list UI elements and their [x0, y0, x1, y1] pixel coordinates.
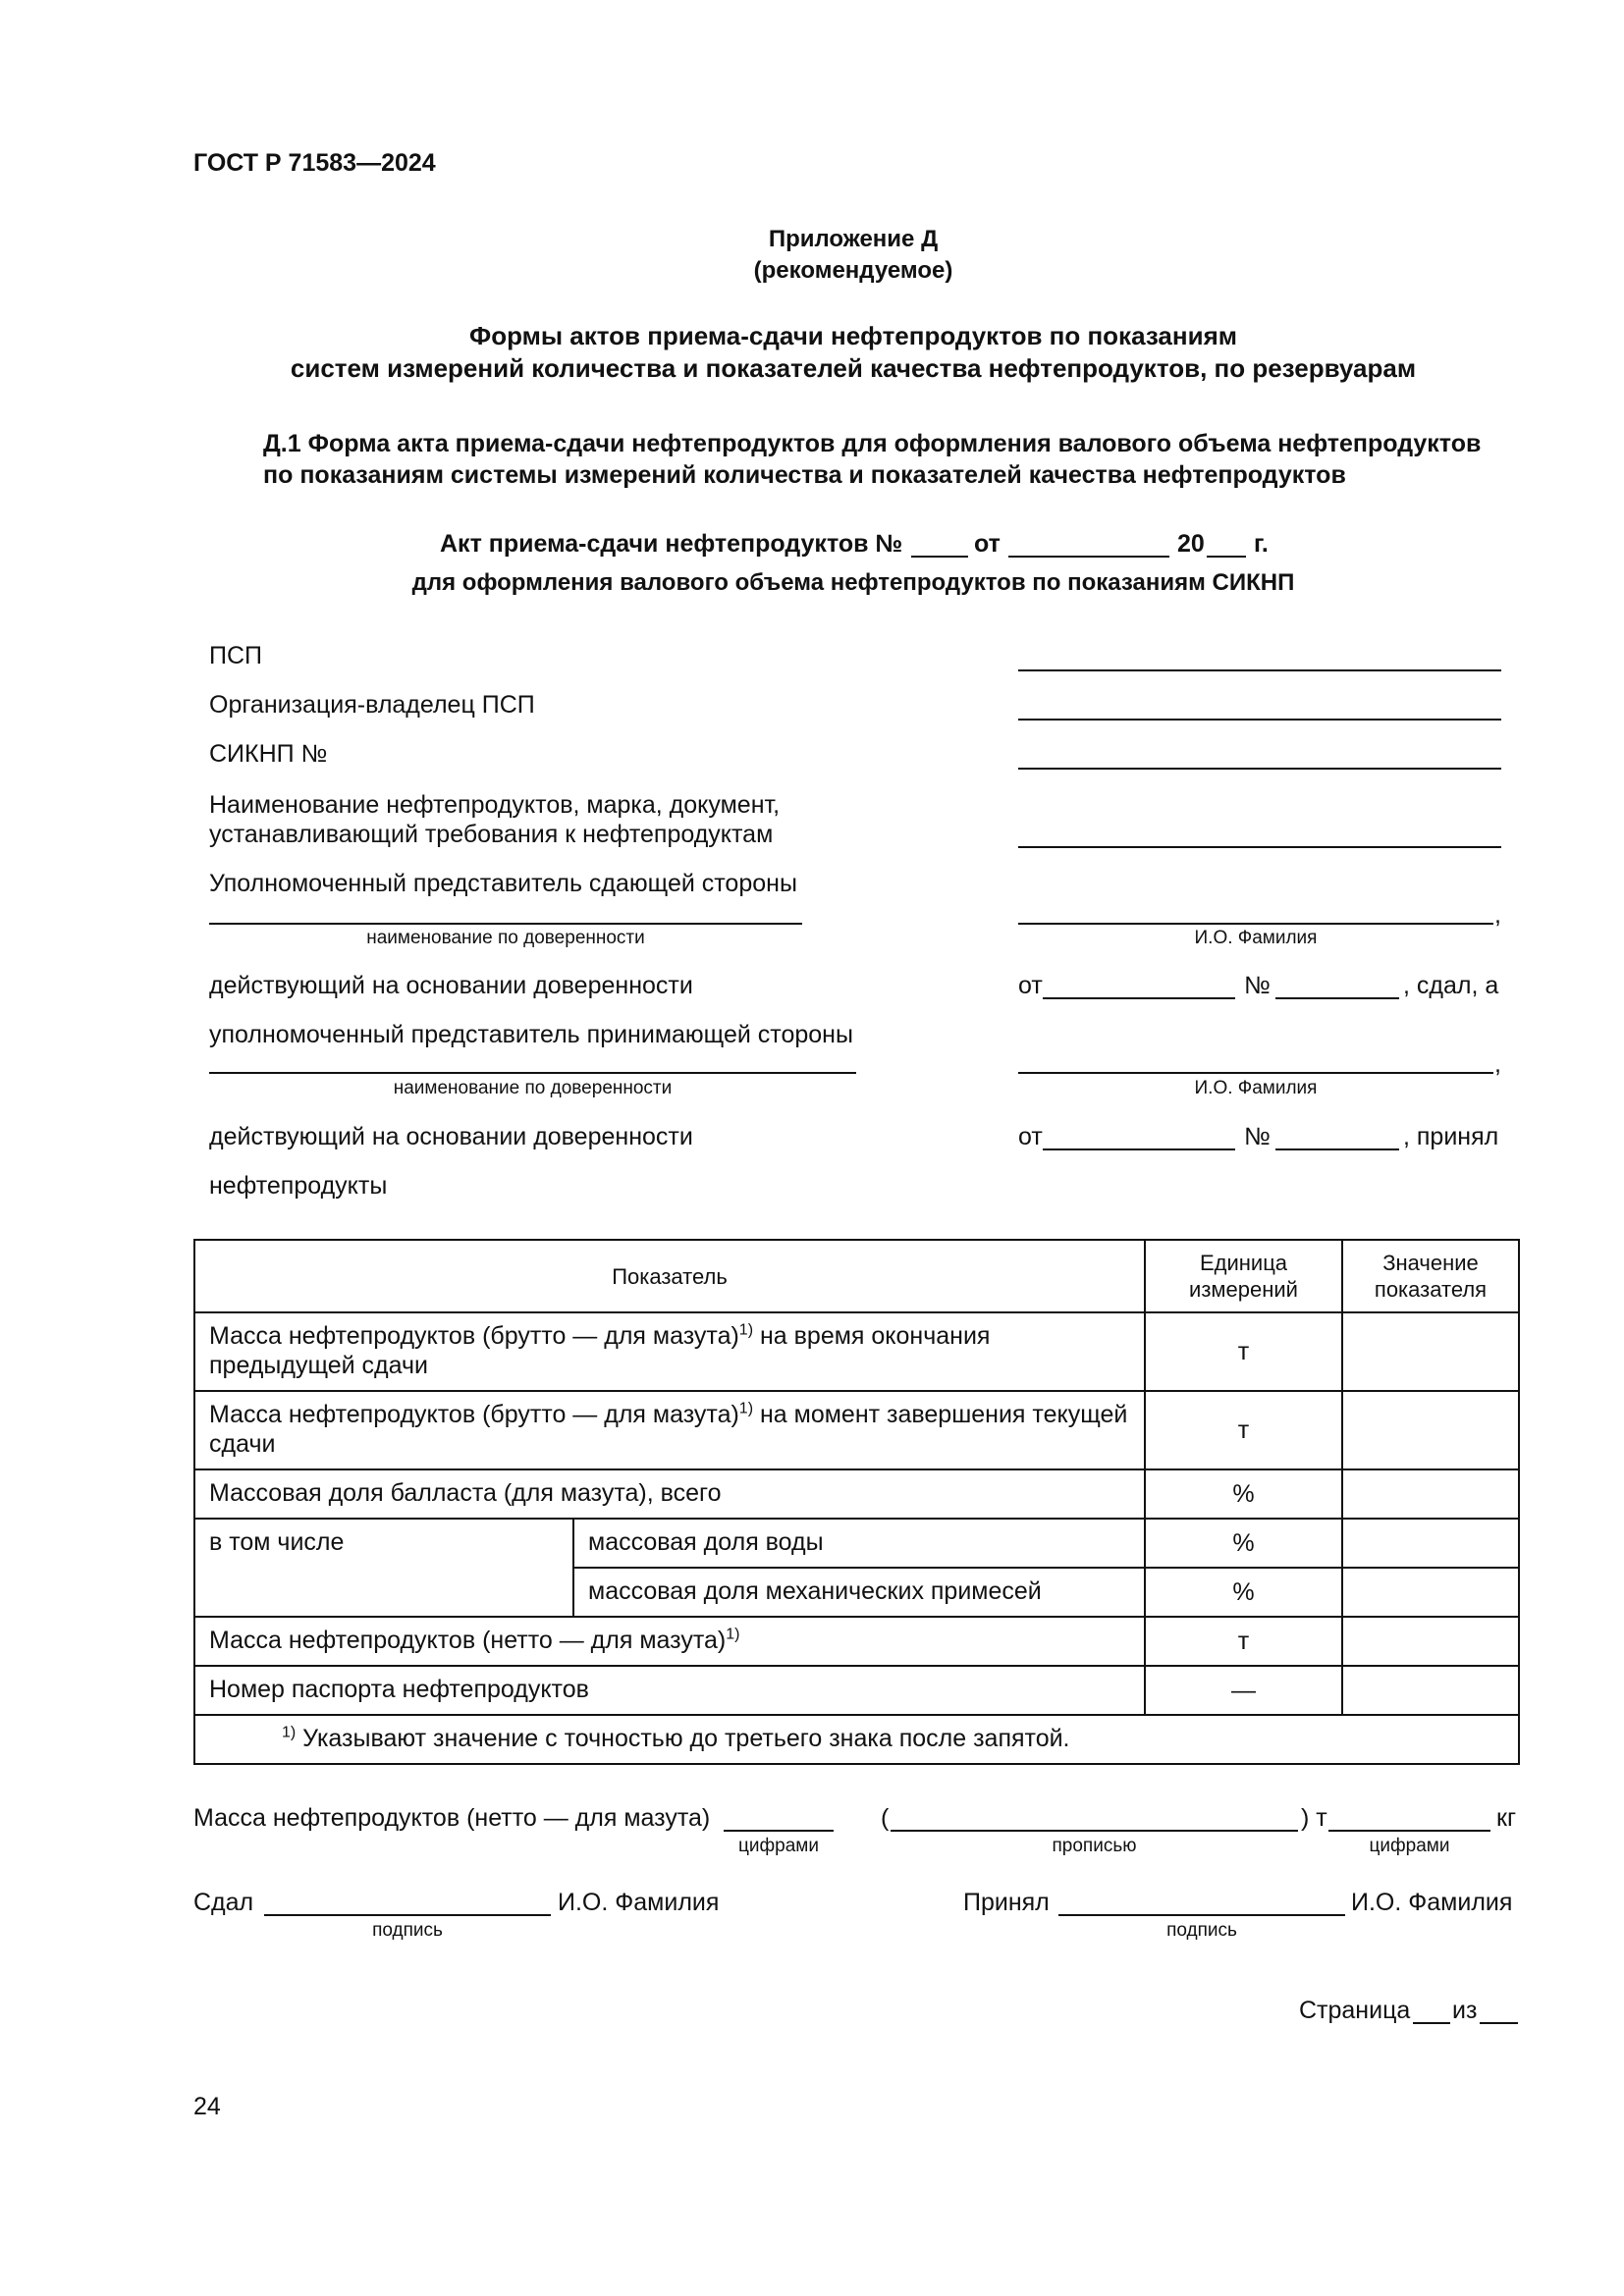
delivering-proxy-date-field[interactable] [1043, 997, 1235, 999]
handed-over-text: , сдал, а [1403, 972, 1499, 999]
gross-prev-text-cont: на время окончания предыдущей сдачи [209, 1322, 991, 1379]
act-year-suffix: г. [1254, 530, 1269, 558]
gross-prev-text: Масса нефтепродуктов (брутто — для мазута) [209, 1322, 739, 1350]
act-subtitle: для оформления валового объема нефтепродуктов по показаниям СИКНП [411, 569, 1295, 596]
including-cell: в том числе [194, 1519, 573, 1617]
org-owner-label: Организация-владелец ПСП [209, 691, 535, 719]
gross-prev-cell [194, 1312, 1145, 1391]
appendix-title: Приложение Д [768, 226, 939, 252]
receiving-number-sign: № [1244, 1123, 1271, 1150]
delivering-proxy-name-hint: наименование по доверенности [366, 928, 645, 948]
table-row [194, 1469, 1519, 1519]
indicators-table [193, 1239, 1520, 1765]
table-row [194, 1391, 1519, 1469]
receiving-acting-label: действующий на основании доверенности [209, 1123, 693, 1150]
table-row [194, 1312, 1519, 1391]
accepted-text: , принял [1403, 1123, 1499, 1150]
section-title-line2: систем измерений количества и показателей качества нефтепродуктов, по резервуарам [290, 353, 1417, 383]
product-name-label-line1: Наименование нефтепродуктов, марка, документ, [209, 791, 781, 819]
footnote-ref: 1) [738, 1400, 754, 1417]
gross-prev-value[interactable] [1342, 1312, 1519, 1391]
header-unit [1145, 1240, 1342, 1312]
delivering-io-surname-hint: И.О. Фамилия [1194, 928, 1318, 948]
act-title-prefix: Акт приема-сдачи нефтепродуктов № [440, 530, 903, 558]
header-value [1342, 1240, 1519, 1312]
net-mass-kg-field[interactable] [1328, 1830, 1490, 1832]
net-mass-digits-field[interactable] [724, 1830, 834, 1832]
product-name-label-line2: устанавливающий требования к нефтепродуктам [209, 821, 774, 848]
page-label: Страница [1299, 1997, 1411, 2024]
passport-unit: — [1145, 1666, 1342, 1715]
receiving-io-surname-field[interactable] [1018, 1072, 1493, 1074]
net-cell [194, 1617, 1145, 1666]
product-name-field[interactable] [1018, 846, 1501, 848]
handed-label: Сдал [193, 1889, 254, 1916]
page-of-label: из [1452, 1997, 1478, 2024]
impurities-unit: % [1145, 1568, 1342, 1617]
handed-signature-field[interactable] [264, 1914, 551, 1916]
net-text: Массa нефтепродуктов (нетто — для мазута) [209, 1627, 727, 1654]
delivering-comma: , [1494, 901, 1501, 929]
net-value[interactable] [1342, 1617, 1519, 1666]
appendix-note: (рекомендуемое) [753, 257, 953, 284]
subsection-title-line2: по показаниям системы измерений количества и показателей качества нефтепродуктов [263, 461, 1346, 489]
footnote-mark: 1) [282, 1724, 297, 1741]
psp-field[interactable] [1018, 669, 1501, 671]
header-indicator: Показатель [194, 1240, 1145, 1312]
kg-label: кг [1496, 1804, 1517, 1832]
receiving-proxy-name-field[interactable] [209, 1072, 856, 1074]
section-title-line1: Формы актов приема-сдачи нефтепродуктов по показаниям [469, 321, 1237, 350]
gross-curr-text-cont: на момент завершения текущей сдачи [209, 1401, 1128, 1458]
water-cell: массовая доля воды [573, 1519, 1145, 1568]
siknp-field[interactable] [1018, 768, 1501, 770]
net-unit: т [1145, 1617, 1342, 1666]
products-label: нефтепродукты [209, 1172, 388, 1200]
page-number: 24 [193, 2093, 221, 2120]
net-mass-digits-hint: цифрами [738, 1836, 819, 1856]
impurities-value[interactable] [1342, 1568, 1519, 1617]
act-from: от [974, 530, 1001, 558]
gross-prev-unit: т [1145, 1312, 1342, 1391]
footnote-ref: 1) [726, 1626, 740, 1643]
header-value-line1: Значение [1382, 1251, 1479, 1275]
delivering-io-surname-field[interactable] [1018, 923, 1493, 925]
delivering-acting-label: действующий на основании доверенности [209, 972, 693, 999]
act-number-blank[interactable] [911, 556, 968, 558]
close-t: ) т [1301, 1804, 1327, 1832]
psp-label: ПСП [209, 642, 262, 669]
page-total-field[interactable] [1480, 2022, 1518, 2024]
header-unit-line2: измерений [1189, 1277, 1298, 1302]
table-row [194, 1519, 1519, 1568]
delivering-rep-label: Уполномоченный представитель сдающей стороны [209, 870, 797, 897]
net-mass-label: Масса нефтепродуктов (нетто — для мазута) [193, 1804, 711, 1832]
table-row [194, 1666, 1519, 1715]
handed-signature-hint: подпись [372, 1920, 443, 1941]
org-owner-field[interactable] [1018, 719, 1501, 721]
delivering-number-sign: № [1244, 972, 1271, 999]
received-label: Принял [963, 1889, 1050, 1916]
header-value-line2: показателя [1374, 1277, 1488, 1302]
water-unit: % [1145, 1519, 1342, 1568]
net-mass-kg-hint: цифрами [1369, 1836, 1450, 1856]
table-footnote-row [194, 1715, 1519, 1764]
passport-value[interactable] [1342, 1666, 1519, 1715]
receiving-proxy-date-field[interactable] [1043, 1148, 1235, 1150]
net-mass-words-field[interactable] [891, 1830, 1298, 1832]
water-value[interactable] [1342, 1519, 1519, 1568]
act-year: 20 [1177, 530, 1205, 558]
table-row [194, 1617, 1519, 1666]
delivering-proxy-name-field[interactable] [209, 923, 802, 925]
footnote-text: Указывают значение с точностью до третьего знака после запятой. [296, 1725, 1070, 1752]
ballast-unit: % [1145, 1469, 1342, 1519]
subsection-title-line1: Д.1 Форма акта приема-сдачи нефтепродуктов для оформления валового объема нефтепродуктов [263, 430, 1482, 457]
net-mass-words-hint: прописью [1052, 1836, 1137, 1856]
act-date-blank[interactable] [1008, 556, 1169, 558]
handed-io-surname: И.О. Фамилия [558, 1889, 720, 1916]
ballast-cell: Массовая доля балласта (для мазута), всего [194, 1469, 1145, 1519]
footnote-ref: 1) [738, 1321, 754, 1339]
act-year-blank[interactable] [1207, 556, 1246, 558]
gross-curr-cell [194, 1391, 1145, 1469]
delivering-from-label: от [1018, 972, 1043, 999]
gross-curr-value[interactable] [1342, 1391, 1519, 1469]
received-signature-field[interactable] [1058, 1914, 1345, 1916]
receiving-proxy-name-hint: наименование по доверенности [393, 1078, 673, 1098]
gross-curr-unit: т [1145, 1391, 1342, 1469]
receiving-io-surname-hint: И.О. Фамилия [1194, 1078, 1318, 1098]
receiving-rep-label: уполномоченный представитель принимающей стороны [209, 1021, 853, 1048]
receiving-from-label: от [1018, 1123, 1043, 1150]
receiving-comma: , [1494, 1050, 1501, 1078]
document-code: ГОСТ Р 71583—2024 [193, 149, 436, 177]
siknp-label: СИКНП № [209, 740, 328, 768]
page-current-field[interactable] [1413, 2022, 1450, 2024]
header-unit-line1: Единица [1199, 1251, 1288, 1275]
received-io-surname: И.О. Фамилия [1351, 1889, 1513, 1916]
impurities-cell: массовая доля механических примесей [573, 1568, 1145, 1617]
passport-cell: Номер паспорта нефтепродуктов [194, 1666, 1145, 1715]
footnote-cell [194, 1715, 1519, 1764]
table-header-row [194, 1240, 1519, 1312]
receiving-proxy-number-field[interactable] [1275, 1148, 1399, 1150]
delivering-proxy-number-field[interactable] [1275, 997, 1399, 999]
ballast-value[interactable] [1342, 1469, 1519, 1519]
received-signature-hint: подпись [1166, 1920, 1237, 1941]
gross-curr-text: Масса нефтепродуктов (брутто — для мазута) [209, 1401, 739, 1428]
open-paren: ( [881, 1804, 890, 1832]
